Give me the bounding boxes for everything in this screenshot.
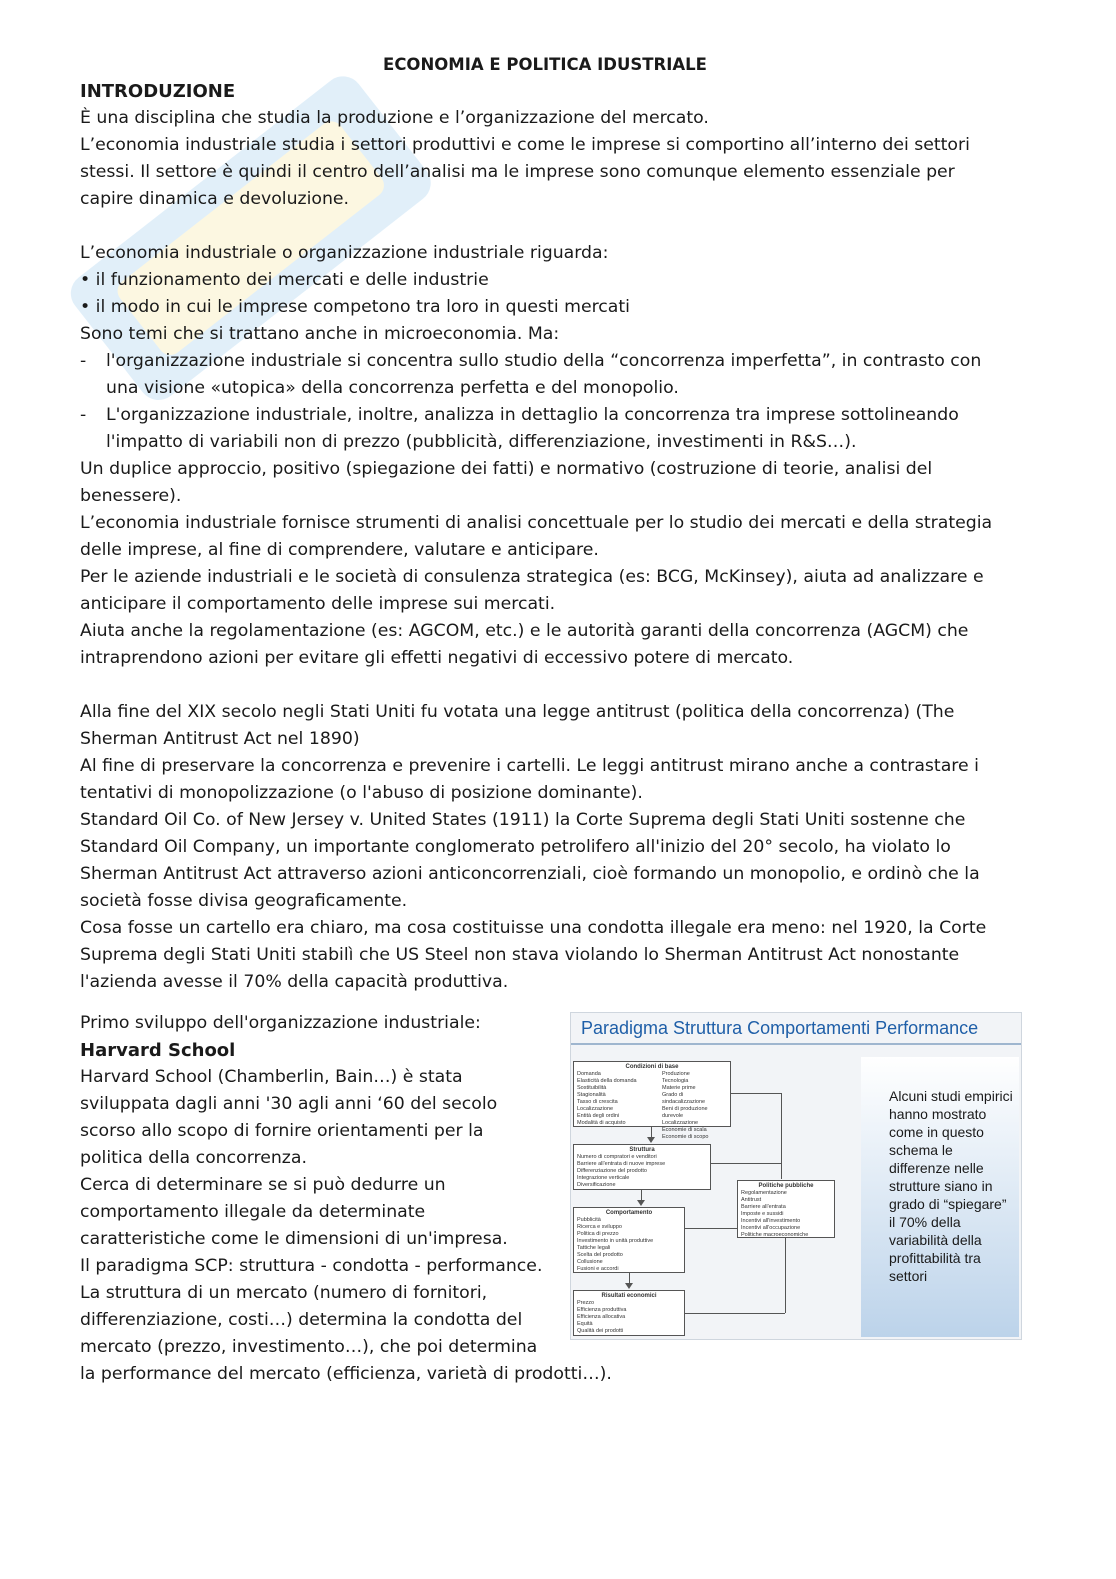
box-heading: Politiche pubbliche <box>758 1183 814 1189</box>
box-heading: Struttura <box>629 1147 655 1153</box>
box-item: Regolamentazione <box>741 1190 787 1196</box>
box-struttura <box>573 1144 711 1190</box>
box-item: Grado di sindacalizzazione <box>662 1092 706 1105</box>
document-title: ECONOMIA E POLITICA IDUSTRIALE <box>383 55 707 74</box>
box-item: Pubblicità <box>577 1217 601 1223</box>
box-item: Entità degli ordini <box>577 1113 620 1119</box>
paragraph: Cosa fosse un cartello era chiaro, ma cosa costituisse una condotta illegale era meno: nel 1920, la Corte Suprema degli Stati Uniti stabilì che US Steel non stava violando lo Sherman Antitrust Act nonostante l'azienda avesse il 70% della capacità produttiva. <box>80 918 987 992</box>
box-item: Sostituibilità <box>577 1085 607 1091</box>
box-item: Domanda <box>577 1071 601 1077</box>
paragraph: L’economia industriale o organizzazione industriale riguarda: <box>80 243 609 263</box>
box-item: Antitrust <box>741 1197 762 1203</box>
scp-figure <box>570 1012 1022 1340</box>
box-item: Equità <box>577 1321 593 1327</box>
paragraph: Standard Oil Co. of New Jersey v. United States (1911) la Corte Suprema degli Stati Uniti sostenne che Standard Oil Company, un importante conglomerato petrolifero all'inizio del 20° secolo, ha violato lo Sherman Antitrust Act attraverso azioni anticoncorrenziali, cioè formando un monopolio, e ordinò che la società fosse divisa geograficamente. <box>80 810 980 911</box>
box-item: Efficienza allocativa <box>577 1314 626 1320</box>
dash-item: - l'organizzazione industriale si concentra sullo studio della “concorrenza imperfetta”, in contrasto con una visione «utopica» della concorrenza perfetta e del monopolio. <box>80 351 982 398</box>
box-politiche-pubbliche <box>737 1180 835 1238</box>
dash-item-text: l'organizzazione industriale si concentra sullo studio della “concorrenza imperfetta”, in contrasto con una visione «utopica» della concorrenza perfetta e del monopolio. <box>106 351 982 398</box>
box-heading: Condizioni di base <box>625 1064 679 1070</box>
box-comportamento <box>573 1207 685 1273</box>
paragraph: Primo sviluppo dell'organizzazione industriale: <box>80 1013 481 1033</box>
box-item: Economie di scala <box>662 1127 707 1133</box>
paragraph: Alla fine del XIX secolo negli Stati Uniti fu votata una legge antitrust (politica della concorrenza) (The Sherman Antitrust Act nel 1890) <box>80 702 955 749</box>
box-item: Produzione <box>662 1071 690 1077</box>
box-item: Imposte e sussidi <box>741 1211 784 1217</box>
box-item: Barriere all'entrata <box>741 1204 786 1210</box>
box-heading: Comportamento <box>605 1210 653 1216</box>
box-item: Stagionalità <box>577 1092 606 1098</box>
section-heading-introduzione: INTRODUZIONE <box>80 81 236 102</box>
box-risultati-economici <box>573 1290 685 1336</box>
box-item: Qualità dei prodotti <box>577 1328 624 1334</box>
document-page <box>80 52 1013 1388</box>
box-item: Localizzazione <box>577 1106 614 1112</box>
dash-item-text: L'organizzazione industriale, inoltre, analizza in dettaglio la concorrenza tra imprese sottolineando l'impatto di variabili non di prezzo (pubblicità, differenziazione, investimenti in R&S…). <box>106 405 959 452</box>
box-item: Barriere all'entrata di nuove imprese <box>577 1161 666 1167</box>
paragraph: Al fine di preservare la concorrenza e prevenire i cartelli. Le leggi antitrust mirano anche a contrastare i tentativi di monopolizzazione (o l'abuso di posizione dominante). <box>80 756 979 803</box>
box-item: Politica di prezzo <box>577 1231 619 1237</box>
box-item: Localizzazione <box>662 1120 699 1126</box>
box-item: Integrazione verticale <box>577 1175 630 1181</box>
box-item: Incentivi all'investimento <box>741 1218 801 1224</box>
box-item: Efficienza produttiva <box>577 1307 627 1313</box>
box-item: Materie prime <box>662 1085 696 1091</box>
box-item: Investimento in unità produttive <box>577 1238 654 1244</box>
paragraph: Un duplice approccio, positivo (spiegazione dei fatti) e normativo (costruzione di teorie, analisi del benessere). <box>80 459 933 506</box>
box-condizioni-di-base <box>573 1061 731 1140</box>
box-heading: Risultati economici <box>601 1293 657 1299</box>
box-item: Numero di compratori e venditori <box>577 1154 657 1160</box>
box-item: Collusione <box>577 1259 603 1265</box>
box-item: Scelta del prodotto <box>577 1252 623 1258</box>
paragraph: L’economia industriale fornisce strumenti di analisi concettuale per lo studio dei mercati e della strategia delle imprese, al fine di comprendere, valutare e anticipare. <box>80 513 993 560</box>
box-item: Economie di scopo <box>662 1134 709 1140</box>
box-item: Incentivi all'occupazione <box>741 1225 801 1231</box>
box-item: Beni di produzione durevole <box>662 1106 708 1119</box>
bullet-item: • il funzionamento dei mercati e delle industrie <box>80 270 489 290</box>
box-item: Ricerca e sviluppo <box>577 1224 622 1230</box>
paragraph: È una disciplina che studia la produzione e l’organizzazione del mercato. <box>80 108 709 128</box>
figure-title: Paradigma Struttura Comportamenti Performance <box>581 1018 979 1038</box>
box-item: Tecnologia <box>662 1078 689 1084</box>
figure-note: Alcuni studi empirici hanno mostrato come in questo schema le differenze nelle strutture siano in grado di “spiegare” il 70% della variabilità della profittabilità tra settori <box>889 1088 1013 1284</box>
box-item: Differenziazione del prodotto <box>577 1168 647 1174</box>
box-item: Fusioni e accordi <box>577 1266 619 1272</box>
paragraph: Per le aziende industriali e le società di consulenza strategica (es: BCG, McKinsey), aiuta ad analizzare e anticipare il comportamento delle imprese sui mercati. <box>80 567 984 614</box>
box-item: Diversificazione <box>577 1182 616 1188</box>
box-item: Prezzo <box>577 1300 595 1306</box>
paragraph: L’economia industriale studia i settori produttivi e come le imprese si comportino all’interno dei settori stessi. Il settore è quindi il centro dell’analisi ma le imprese sono comunque elemento essenziale per capire dinamica e devoluzione. <box>80 135 970 209</box>
box-item: Politiche macroeconomiche <box>741 1232 809 1238</box>
box-item: Elasticità della domanda <box>577 1078 637 1084</box>
bullet-item: • il modo in cui le imprese competono tra loro in questi mercati <box>80 297 630 317</box>
section-heading-harvard-school: Harvard School <box>80 1040 236 1061</box>
paragraph: Il paradigma SCP: struttura - condotta - performance. La struttura di un mercato (numero di fornitori, differenziazione, costi…) determina la condotta del mercato (prezzo, investimento…), che poi determina la performance del mercato (efficienza, varietà di prodotti…). <box>80 1256 612 1384</box>
dash-item: - L'organizzazione industriale, inoltre, analizza in dettaglio la concorrenza tra imprese sottolineando l'impatto di variabili non di prezzo (pubblicità, differenziazione, investimenti in R&S…). <box>80 405 959 452</box>
box-item: Tattiche legali <box>577 1245 611 1251</box>
box-item: Tasso di crescita <box>577 1099 618 1105</box>
paragraph: Sono temi che si trattano anche in microeconomia. Ma: <box>80 324 560 344</box>
paragraph: Harvard School (Chamberlin, Bain…) è stata sviluppata dagli anni '30 agli anni ‘60 del secolo scorso allo scopo di fornire orientamenti per la politica della concorrenza. <box>80 1067 498 1168</box>
box-item: Modalità di acquisto <box>577 1120 626 1126</box>
paragraph: Aiuta anche la regolamentazione (es: AGCOM, etc.) e le autorità garanti della concorrenza (AGCM) che intraprendono azioni per evitare gli effetti negativi di eccessivo potere di mercato. <box>80 621 969 668</box>
paragraph: Cerca di determinare se si può dedurre un comportamento illegale da determinate caratteristiche come le dimensioni di un'impresa. <box>80 1175 508 1249</box>
